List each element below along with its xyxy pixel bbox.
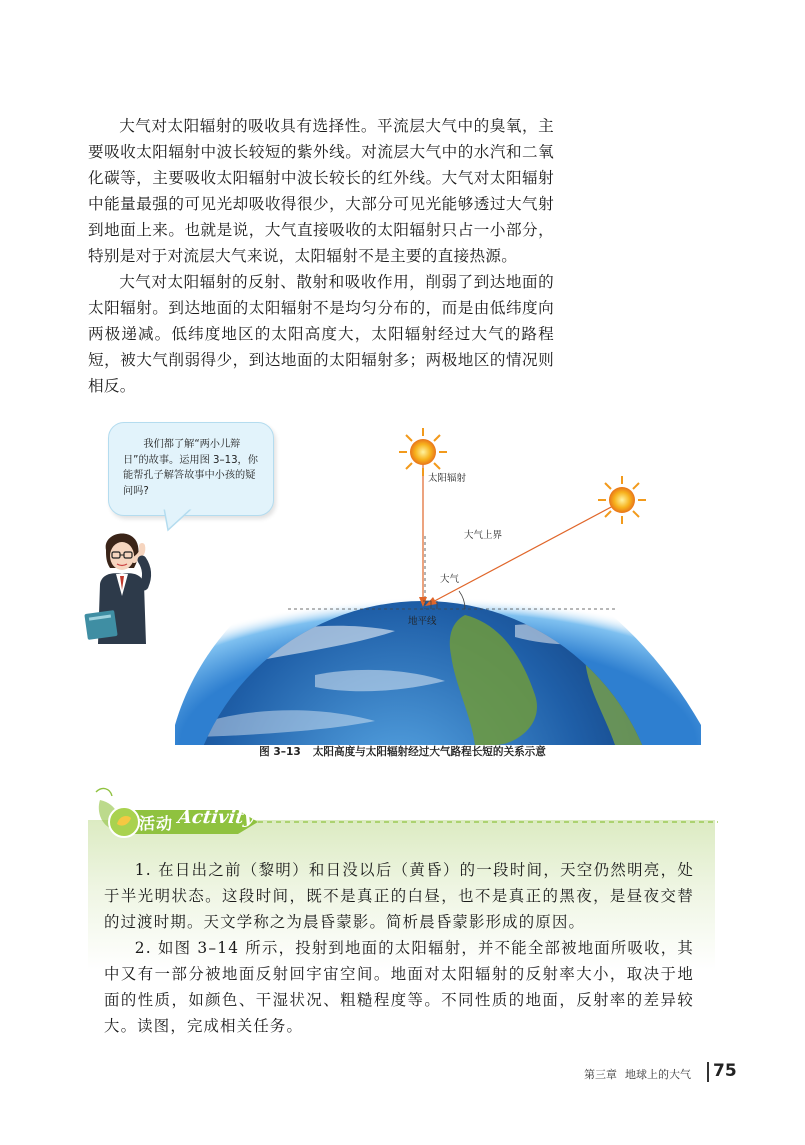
activity-title-en: Activity [176,807,256,828]
label-atmosphere: 大气 [440,574,460,585]
label-horizon: 地平线 [408,616,437,627]
figure-caption [0,744,805,759]
sun-angle-figure [175,425,701,745]
activity-item-1: 1. 在日出之前（黎明）和日没以后（黄昏）的一段时间，天空仍然明亮，处于半光明状态。这段时间，既不是真正的白昼，也不是真正的黑夜，是昼夜交替的过渡时期。天文学称之为晨昏蒙影。简析晨昏蒙影形成的原因。 [104,861,694,931]
footer-chapter-number: 第三章 [584,1068,617,1081]
label-upper-boundary: 大气上界 [464,530,503,541]
body-paragraph-1: 大气对太阳辐射的吸收具有选择性。平流层大气中的臭氧，主要吸收太阳辐射中波长较短的紫外线。对流层大气中的水汽和二氧化碳等，主要吸收太阳辐射中波长较长的红外线。大气对太阳辐射中能量最强的可见光却吸收得很少，大部分可见光能够透过大气射到地面上来。也就是说，大气直接吸收的太阳辐射只占一小部分，特别是对于对流层大气来说，太阳辐射不是主要的直接热源。 [88,117,554,265]
activity-item-2: 2. 如图 3–14 所示，投射到地面的太阳辐射，并不能全部被地面所吸收，其中又有一部分被地面反射回宇宙空间。地面对太阳辐射的反射率大小，取决于地面的性质，如颜色、干湿状况、粗糙程度等。不同性质的地面，反射率的差异较大。读图，完成相关任务。 [104,939,694,1035]
label-solar-radiation: 太阳辐射 [428,473,467,484]
speech-bubble-text: 我们都了解“两小儿辩日”的故事。运用图 3–13，你能帮孔子解答故事中小孩的疑问吗? [123,439,258,497]
footer-chapter [584,1066,691,1082]
footer-divider [707,1062,709,1082]
figure-caption-number: 图 3–13 [259,746,301,758]
sun-icon-top [399,428,447,476]
figure-caption-title: 太阳高度与太阳辐射经过大气路程长短的关系示意 [312,746,546,758]
teacher-illustration [84,524,158,644]
footer-chapter-title: 地球上的大气 [625,1068,691,1081]
sun-icon-side [598,476,646,524]
page-number: 75 [713,1061,737,1081]
body-paragraph-2: 大气对太阳辐射的反射、散射和吸收作用，削弱了到达地面的太阳辐射。到达地面的太阳辐射不是均匀分布的，而是由低纬度向两极递减。低纬度地区的太阳高度大，太阳辐射经过大气的路程短，被大气削弱得少，到达地面的太阳辐射多；两极地区的情况则相反。 [88,273,554,395]
activity-title: 活动 [139,814,174,833]
